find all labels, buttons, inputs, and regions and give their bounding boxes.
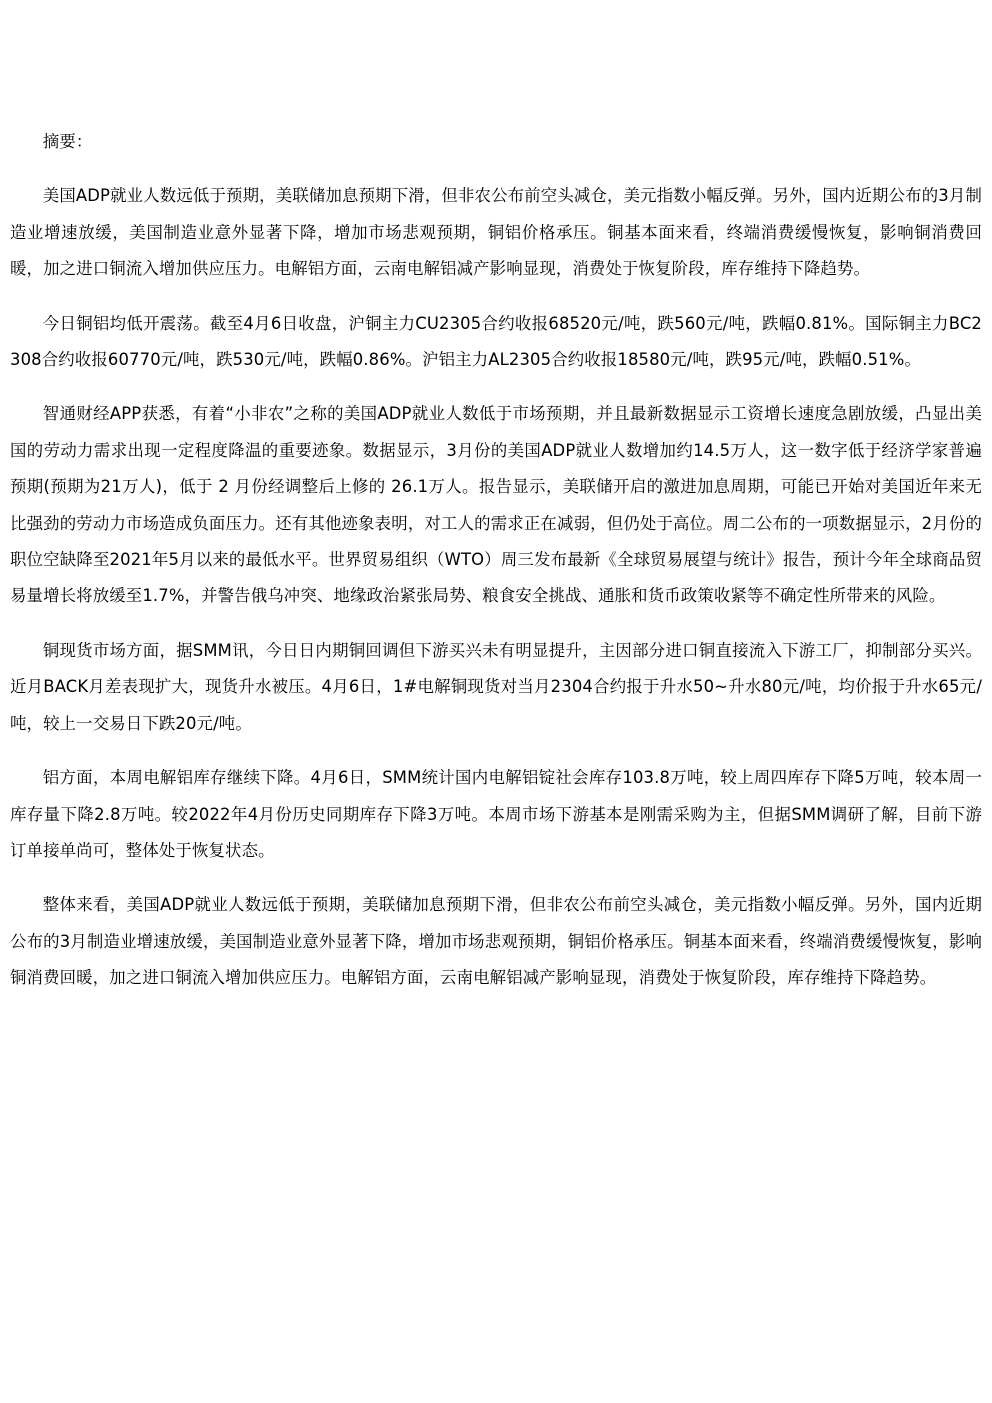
macro-news-paragraph: 智通财经APP获悉，有着“小非农”之称的美国ADP就业人数低于市场预期，并且最新数据显示工资增长速度急剧放缓，凸显出美国的劳动力需求出现一定程度降温的重要迹象。数据显示，3月份的美国ADP就业人数增加约14.5万人，这一数字低于经济学家普遍预期(预期为21万人)，低于 2 月份经调整后上修的 26.1万人。报告显示，美联储开启的激进加息周期，可能已开始对美国近年来无比强劲的劳动力市场造成负面压力。还有其他迹象表明，对工人的需求正在减弱，但仍处于高位。周二公布的一项数据显示，2月份的职位空缺降至2021年5月以来的最低水平。世界贸易组织（WTO）周三发布最新《全球贸易展望与统计》报告，预计今年全球商品贸易量增长将放缓至1.7%，并警告俄乌冲突、地缘政治紧张局势、粮食安全挑战、通胀和货币政策收紧等不确定性所带来的风险。 [10, 404, 982, 606]
abstract-heading: 摘要： [42, 132, 93, 151]
summary-paragraph: 美国ADP就业人数远低于预期，美联储加息预期下滑，但非农公布前空头减仓，美元指数小幅反弹。另外，国内近期公布的3月制造业增速放缓，美国制造业意外显著下降，增加市场悲观预期，铜铝价格承压。铜基本面来看，终端消费缓慢恢复，影响铜消费回暖，加之进口铜流入增加供应压力。电解铝方面，云南电解铝减产影响显现，消费处于恢复阶段，库存维持下降趋势。 [10, 186, 982, 279]
document-body [10, 124, 982, 1015]
conclusion-paragraph: 整体来看，美国ADP就业人数远低于预期，美联储加息预期下滑，但非农公布前空头减仓，美元指数小幅反弹。另外，国内近期公布的3月制造业增速放缓，美国制造业意外显著下降，增加市场悲观预期，铜铝价格承压。铜基本面来看，终端消费缓慢恢复，影响铜消费回暖，加之进口铜流入增加供应压力。电解铝方面，云南电解铝减产影响显现，消费处于恢复阶段，库存维持下降趋势。 [10, 895, 982, 988]
copper-spot-paragraph: 铜现货市场方面，据SMM讯，今日日内期铜回调但下游买兴未有明显提升，主因部分进口铜直接流入下游工厂，抑制部分买兴。近月BACK月差表现扩大，现货升水被压。4月6日，1#电解铜现货对当月2304合约报于升水50~升水80元/吨，均价报于升水65元/吨，较上一交易日下跌20元/吨。 [10, 640, 982, 733]
market-close-paragraph: 今日铜铝均低开震荡。截至4月6日收盘，沪铜主力CU2305合约收报68520元/吨，跌560元/吨，跌幅0.81%。国际铜主力BC2308合约收报60770元/吨，跌530元/吨，跌幅0.86%。沪铝主力AL2305合约收报18580元/吨，跌95元/吨，跌幅0.51%。 [10, 313, 982, 370]
aluminum-paragraph: 铝方面，本周电解铝库存继续下降。4月6日，SMM统计国内电解铝锭社会库存103.8万吨，较上周四库存下降5万吨，较本周一库存量下降2.8万吨。较2022年4月份历史同期库存下降3万吨。本周市场下游基本是刚需采购为主，但据SMM调研了解，目前下游订单接单尚可，整体处于恢复状态。 [10, 768, 982, 860]
